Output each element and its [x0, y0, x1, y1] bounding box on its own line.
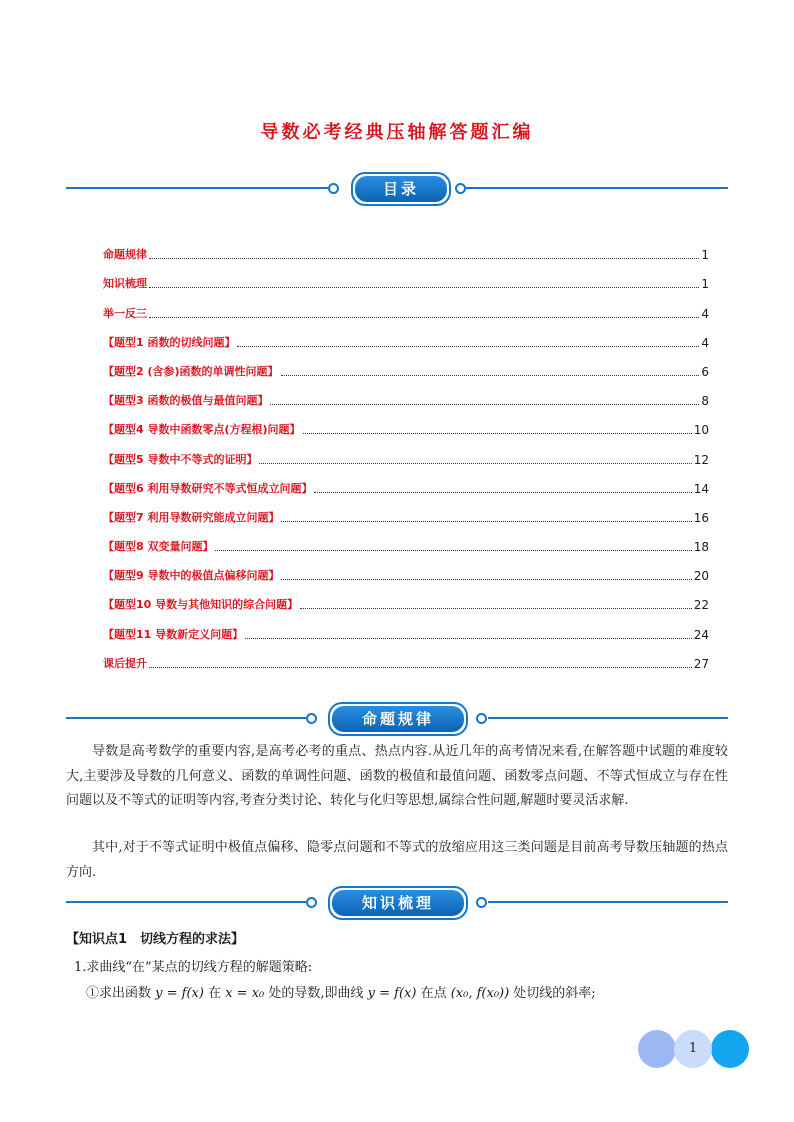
- toc-entry-label: 【题型11 导数新定义问题】: [103, 627, 244, 641]
- toc-entry-page: 27: [693, 656, 709, 671]
- divider-dot: [476, 713, 487, 724]
- math-expression: y = f(x): [155, 986, 204, 1001]
- toc-entry-page: 4: [701, 335, 709, 350]
- toc-entry-label: 【题型9 导数中的极值点偏移问题】: [103, 569, 280, 583]
- toc-entry-page: 18: [693, 540, 709, 555]
- toc-entry-page: 20: [693, 569, 709, 584]
- rules-paragraph: 导数是高考数学的重要内容,是高考必考的重点、热点内容.从近几年的高考情况来看,在解答题中试题的难度较大,主要涉及导数的几何意义、函数的单调性问题、函数的极值和最值问题、函数零点问题、不等式恒成立与存在性问题以及不等式的证明等内容,考查分类讨论、转化与化归等思想,属综合性问题,解题时要灵活求解.: [66, 744, 728, 808]
- toc-entry[interactable]: [103, 525, 709, 554]
- section-pill: [328, 702, 468, 736]
- toc-entry-page: 16: [693, 510, 709, 525]
- toc-leader-dots: [281, 520, 691, 522]
- toc-entry[interactable]: [103, 233, 709, 262]
- rules-banner: [66, 702, 728, 734]
- toc-leader-dots: [314, 491, 691, 493]
- toc-entry-label: 知识梳理: [103, 277, 147, 291]
- step-text: ①求出函数: [86, 986, 156, 1001]
- toc-leader-dots: [215, 549, 691, 551]
- toc-entry-label: 【题型1 函数的切线问题】: [103, 335, 236, 349]
- toc-leader-dots: [149, 666, 692, 668]
- toc-entry[interactable]: [103, 612, 709, 641]
- toc-leader-dots: [149, 316, 699, 318]
- toc-leader-dots: [237, 345, 699, 347]
- toc-leader-dots: [303, 432, 692, 434]
- toc-entry-page: 6: [701, 364, 709, 379]
- section-heading-toc: 目录: [355, 176, 447, 202]
- toc-entry[interactable]: [103, 379, 709, 408]
- toc-entry-label: 课后提升: [103, 656, 147, 670]
- toc-entry[interactable]: [103, 467, 709, 496]
- toc-leader-dots: [245, 637, 692, 639]
- section-heading-knowledge: 知识梳理: [332, 890, 464, 916]
- math-expression: (x₀, f(x₀)): [450, 986, 510, 1001]
- decor-circle: [638, 1030, 676, 1068]
- toc-entry[interactable]: [103, 262, 709, 291]
- knowledge-item: 1.求曲线“在”某点的切线方程的解题策略:: [74, 960, 313, 975]
- toc-entry[interactable]: [103, 408, 709, 437]
- toc-entry-page: 12: [693, 452, 709, 467]
- step-text: 在: [203, 986, 226, 1001]
- toc-entry-page: 22: [693, 598, 709, 613]
- knowledge-banner: [66, 886, 728, 918]
- toc-leader-dots: [300, 607, 692, 609]
- toc-entry-page: 10: [693, 423, 709, 438]
- divider-dot: [306, 897, 317, 908]
- section-pill: [328, 886, 468, 920]
- divider-dot: [476, 897, 487, 908]
- math-expression: y = f(x): [367, 986, 417, 1001]
- decor-circle: [711, 1030, 749, 1068]
- divider-dot: [306, 713, 317, 724]
- toc-entry-label: 命题规律: [103, 248, 147, 262]
- toc-entry-label: 举一反三: [103, 306, 147, 320]
- divider-line: [488, 901, 728, 903]
- page-number: 1: [688, 1041, 698, 1056]
- toc-leader-dots: [259, 462, 691, 464]
- divider-line: [488, 717, 728, 719]
- knowledge-point-title: 【知识点1 切线方程的求法】: [66, 932, 245, 947]
- divider-line: [66, 187, 328, 189]
- table-of-contents: [103, 233, 709, 671]
- knowledge-step: [86, 982, 596, 1001]
- toc-entry-page: 8: [701, 394, 709, 409]
- toc-entry[interactable]: [103, 437, 709, 466]
- toc-leader-dots: [281, 578, 691, 580]
- toc-banner: [66, 172, 728, 204]
- toc-entry-label: 【题型4 导数中函数零点(方程根)问题】: [103, 423, 301, 437]
- toc-entry[interactable]: [103, 554, 709, 583]
- toc-entry[interactable]: [103, 642, 709, 671]
- toc-entry[interactable]: [103, 291, 709, 320]
- math-expression: x = x₀: [225, 986, 265, 1001]
- toc-entry-label: 【题型6 利用导数研究不等式恒成立问题】: [103, 481, 313, 495]
- divider-line: [66, 901, 306, 903]
- toc-leader-dots: [281, 374, 700, 376]
- toc-entry-label: 【题型10 导数与其他知识的综合问题】: [103, 598, 299, 612]
- toc-leader-dots: [149, 257, 699, 259]
- divider-dot: [328, 183, 339, 194]
- section-pill: [351, 172, 451, 206]
- toc-entry-label: 【题型2 (含参)函数的单调性问题】: [103, 364, 279, 378]
- toc-leader-dots: [149, 286, 699, 288]
- divider-dot: [455, 183, 466, 194]
- toc-entry[interactable]: [103, 350, 709, 379]
- divider-line: [466, 187, 728, 189]
- section-heading-rules: 命题规律: [332, 706, 464, 732]
- toc-entry-label: 【题型5 导数中不等式的证明】: [103, 452, 258, 466]
- rules-paragraph: 其中,对于不等式证明中极值点偏移、隐零点问题和不等式的放缩应用这三类问题是目前高考导数压轴题的热点方向.: [66, 840, 728, 880]
- divider-line: [66, 717, 306, 719]
- step-text: 处的导数,即曲线: [264, 986, 368, 1001]
- toc-entry-label: 【题型8 双变量问题】: [103, 540, 214, 554]
- step-text: 处切线的斜率;: [509, 986, 596, 1001]
- toc-entry[interactable]: [103, 496, 709, 525]
- toc-entry[interactable]: [103, 583, 709, 612]
- document-title: 导数必考经典压轴解答题汇编: [260, 122, 534, 143]
- step-text: 在点: [416, 986, 451, 1001]
- toc-entry-page: 1: [701, 248, 709, 263]
- toc-entry-page: 4: [701, 306, 709, 321]
- toc-entry-page: 1: [701, 277, 709, 292]
- toc-entry-page: 24: [693, 627, 709, 642]
- toc-entry-label: 【题型7 利用导数研究能成立问题】: [103, 510, 280, 524]
- toc-leader-dots: [270, 403, 699, 405]
- toc-entry-page: 14: [693, 481, 709, 496]
- toc-entry-label: 【题型3 函数的极值与最值问题】: [103, 394, 269, 408]
- toc-entry[interactable]: [103, 321, 709, 350]
